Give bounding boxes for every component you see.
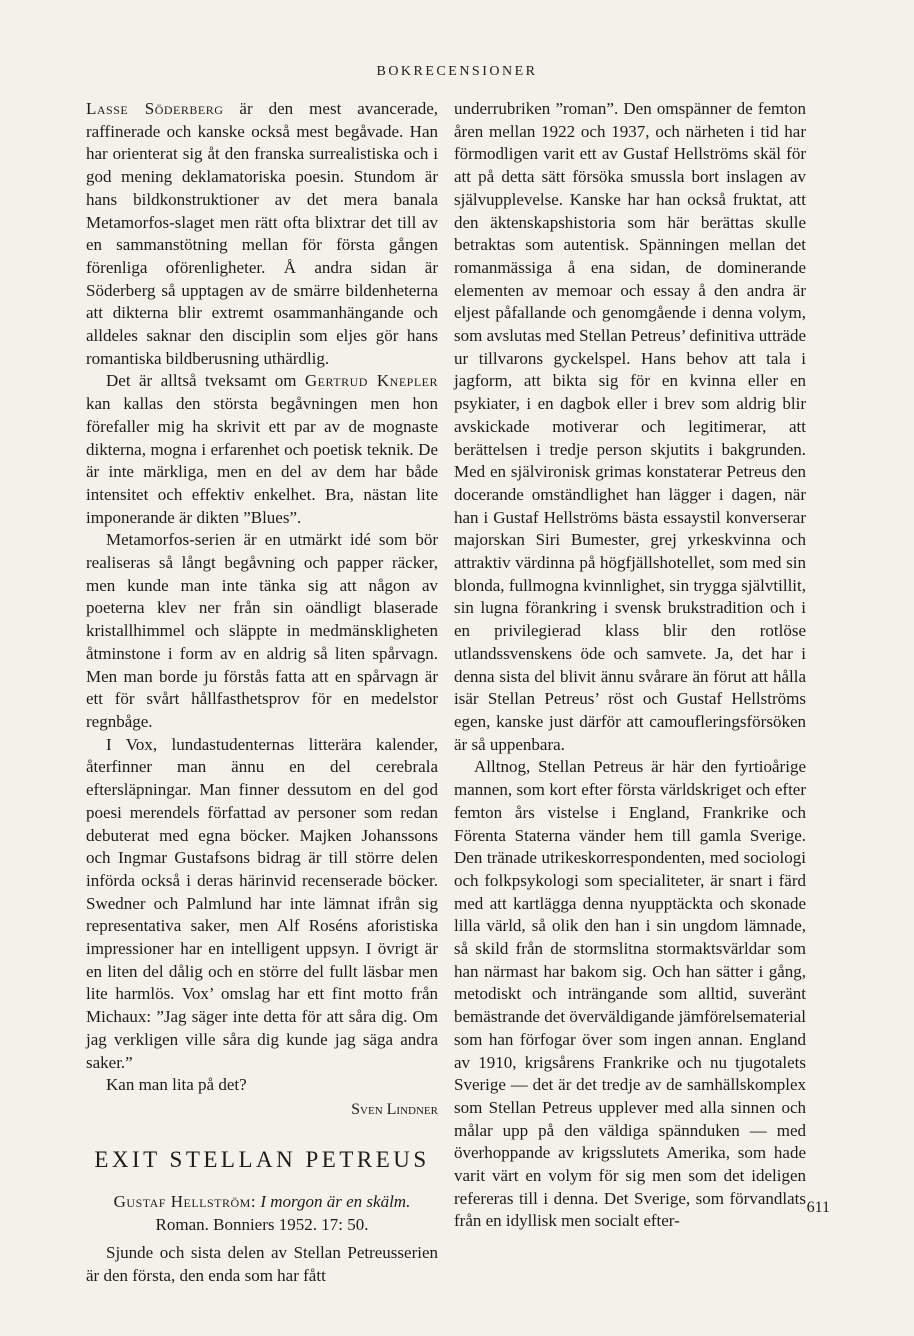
left-column <box>86 98 438 1288</box>
running-head: BOKRECENSIONER <box>376 64 538 79</box>
review-title: EXIT STELLAN PETREUS <box>94 1146 430 1172</box>
citation-author: Gustaf Hellström: <box>113 1191 257 1211</box>
paragraph: Alltnog, Stellan Petreus är här den fyrtioårige mannen, som kort efter första världskriget och efter femton års vistelse i England, Frankrike och Förenta Staterna vänder hem till gamla Sverige. Den tränade utrikeskorrespondenten, med sociologi och folkpsykologi som specialiteter, är snart i färd med att kartlägga denna nyupptäckta och skonade lilla värld, så olik den han i sin ungdom lämnade, så skild från de stormslitna stormaktsvärldar som han närmast har bakom sig. Och han sätter i gång, metodiskt och inträngande som alltid, suveränt bemästrande det överväldigande jämförelsematerial som han förfogar över som ingen annan. England av 1910, krigsårens Frankrike och nu tjugotalets Sverige — det är det tredje av de samhällskomplex som Stellan Petreus upplever med alla sinnen och målar upp på den väldiga spännduken — med överhoppande av krigsslutets Amerika, som hade varit värt en volym för sig men som det ideligen refereras till i denna. Det Sverige, som förvandlats från en idyllisk men socialt efter- <box>454 757 806 1231</box>
paragraph: Metamorfos-serien är en utmärkt idé som bör realiseras så långt begåvning och papper räcker, men kunde man inte tänka sig att någon av poeterna klev ner från sin oändligt blaserade kristallhimmel och släppte in medmänskligheten åtminstone i form av en aldrig så liten spårvagn. Men man borde ju förstås fatta att en spårvagn är ett för svårt hållfasthetsprov för en medelstor regnbåge. <box>86 530 438 731</box>
book-citation <box>86 1191 438 1236</box>
author-name: Lasse Söderberg <box>86 99 224 118</box>
reviewer-signature: Sven Lindner <box>351 1100 438 1118</box>
page-number: 611 <box>806 1199 830 1216</box>
paragraph: Lasse Söderberg är den mest avancerade, raffinerade och kanske också mest begåvade. Han har orienterat sig åt den franska surrealistiska och i god mening deklamatoriska poesin. Stundom är hans bildkonstruktioner av det mera banala Metamorfos-slaget men rätt ofta blixtrar det till av en sammanstötning mellan för första gången förenliga oförenligheter. Å andra sidan är Söderberg så upptagen av de smärre bildenheterna att dikterna blir extremt osammanhängande och alldeles saknar den disciplin som eljes gör hans romantiska bildberusning uthärdlig. <box>86 99 438 368</box>
right-column <box>454 98 806 1233</box>
citation-publisher: Roman. Bonniers 1952. 17: 50. <box>155 1214 369 1234</box>
paragraph: underrubriken ”roman”. Den omspänner de femton åren mellan 1922 och 1937, och närheten i tid har förmodligen varit ett av Gustaf Hellströms skäl för att på detta sätt försöka smussla bort inslagen av självupplevelse. Kanske har han också fruktat, att den äktenskapshistoria som här berättas skulle betraktas som autentisk. Spänningen mellan det romanmässiga å ena sidan, de dominerande elementen av memoar och essay å den andra är eljest påfallande och genomgående i denna volym, som avslutas med Stellan Petreus’ definitiva utträde ur tillvarons gyckelspel. Hans behov att tala i jagform, att bikta sig för en kvinna eller en psykiater, i en dagbok eller i brev som aldrig blir avskickade motiverar och legitimerar, att berättelsen i tredje person skjutits i bakgrunden. Med en självironisk grimas konstaterar Petreus den docerande omständlighet han lägger i dagen, när han i Gustaf Hellströms bästa essaystil konverserar majorskan Siri Bumester, grej yrkeskvinna och attraktiv värdinna på högfjällshotellet, som med sin blonda, fullmogna kvinnlighet, sin trygga självtillit, sin lugna förankring i svensk brukstradition och i en privilegierad klass blir den rotlöse utlandssvenskens öde och samvete. Ja, det har i denna sista del blivit ännu svårare än förut att hålla isär Stellan Petreus’ röst och Gustaf Hellströms egen, kanske just därför att camoufleringsförsöken är så uppenbara. <box>454 99 806 754</box>
paragraph: I Vox, lundastudenternas litterära kalender, återfinner man ännu en del cerebrala eftersläpningar. Man finner dessutom en del god poesi merendels författad av personer som redan debuterat med egna böcker. Majken Johanssons och Ingmar Gustafsons bidrag är till större delen införda också i deras härinvid recenserade böcker. Swedner och Palmlund har inte lämnat ifrån sig representativa saker, men Alf Roséns aforistiska impressioner har en intelligent uppsyn. I övrigt är en liten del dålig och en större del fullt läsbar men lite harmlös. Vox’ omslag har ett fint motto från Michaux: ”Jag säger inte detta för att såra dig. Om jag verkligen ville såra dig kunde jag säga andra saker.” <box>86 734 438 1072</box>
paragraph: Kan man lita på det? <box>106 1075 247 1095</box>
citation-title: I morgon är en skälm. <box>260 1191 411 1211</box>
paragraph: Sjunde och sista delen av Stellan Petreusserien är den första, den enda som har fått <box>86 1243 438 1286</box>
author-name: Gertrud Knepler <box>304 371 438 391</box>
paragraph: Det är alltså tveksamt om Gertrud Knepler kan kallas den största begåvningen men hon förefaller mig ha skrivit ett par av de mognaste dikterna, mogna i erfarenhet och poetisk teknik. De är inte märkliga, men en del av dem har både intensitet och effektiv enkelhet. Bra, nästan lite imponerande är dikten ”Blues”. <box>86 371 438 527</box>
